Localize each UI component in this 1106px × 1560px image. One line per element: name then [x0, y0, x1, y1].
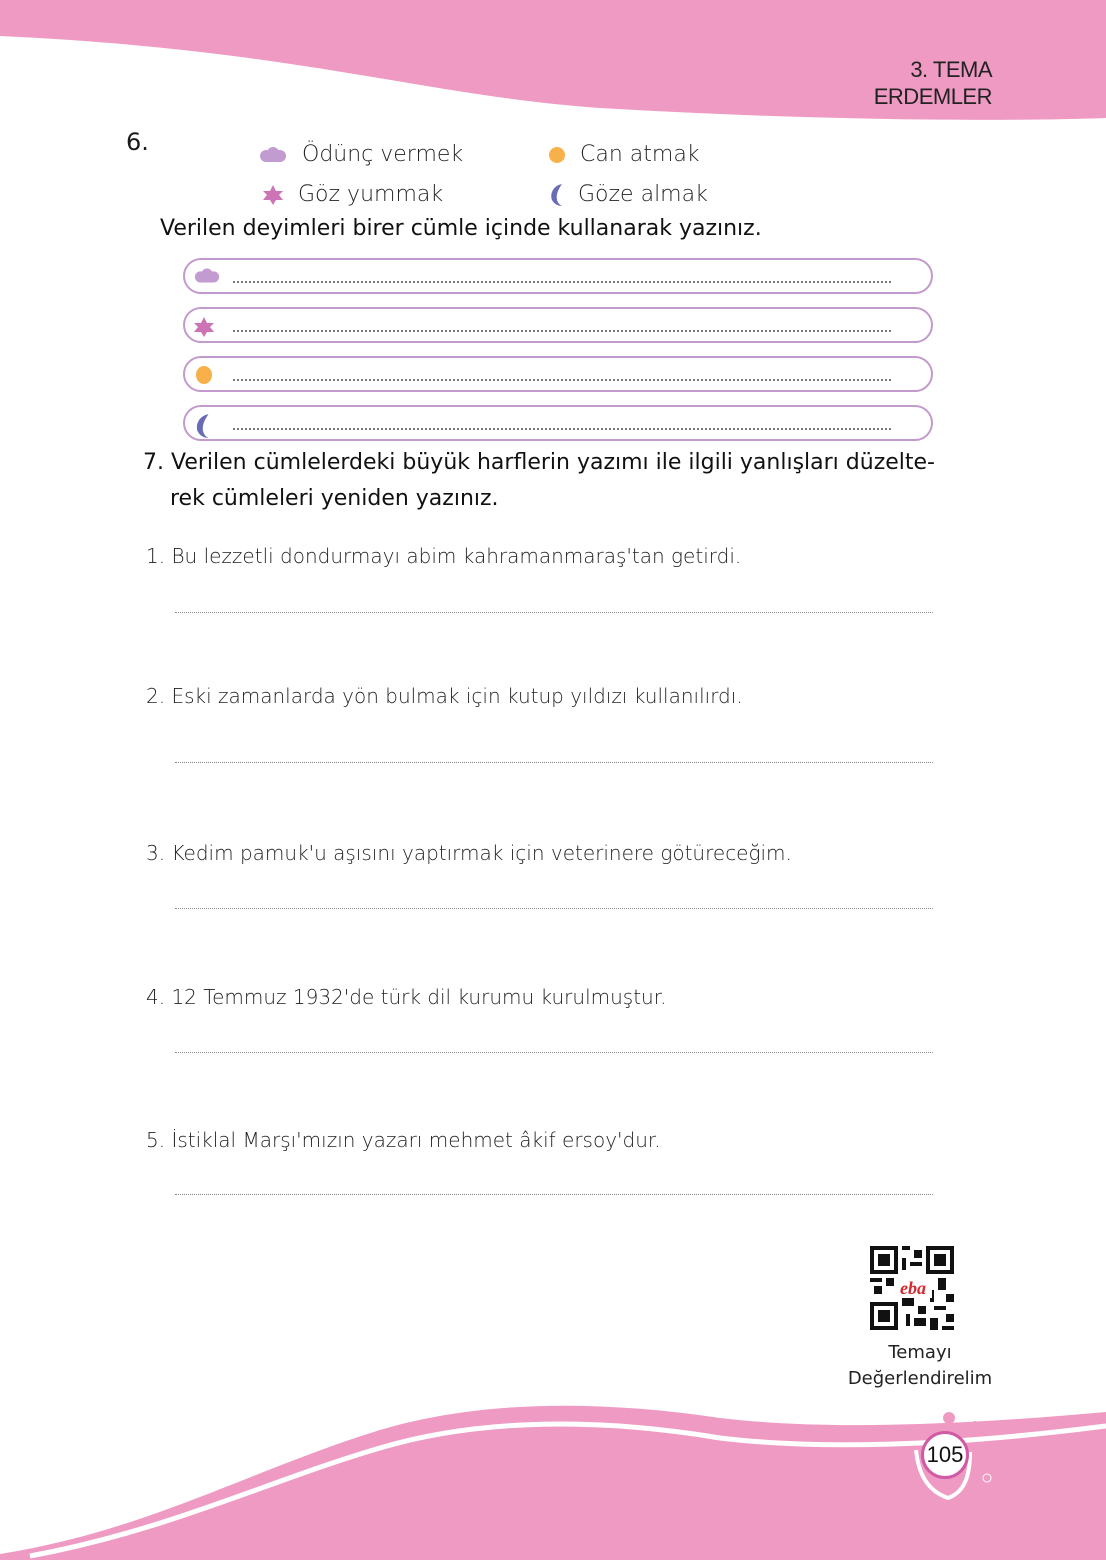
qr-caption: Temayı Değerlendirelim — [847, 1342, 993, 1389]
sentence-2: 2. Eski zamanlarda yön bulmak için kutup yıldızı kullanılırdı. — [146, 684, 743, 708]
answer-row-goz-yummak[interactable] — [183, 307, 933, 343]
question-7-instruction: 7. Verilen cümlelerdeki büyük harflerin yazımı ile ilgili yanlışları düzelte- — [143, 450, 935, 475]
answer-line-3[interactable] — [175, 908, 933, 909]
answer-line-2[interactable] — [175, 762, 933, 763]
answer-line-4[interactable] — [175, 1052, 933, 1053]
legend-item-can-atmak: Can atmak — [548, 142, 700, 167]
sentence-5: 5. İstiklal Marşı'mızın yazarı mehmet âkif ersoy'dur. — [146, 1128, 661, 1152]
answer-row-can-atmak[interactable] — [183, 356, 933, 392]
sun-icon — [548, 146, 566, 164]
theme-label — [874, 56, 992, 110]
answer-dotted-line[interactable] — [233, 428, 891, 430]
answer-line-5[interactable] — [175, 1194, 933, 1195]
question-7-instruction-line2: rek cümleleri yeniden yazınız. — [170, 486, 499, 511]
star-icon — [262, 184, 284, 206]
sentence-3: 3. Kedim pamuk'u aşısını yaptırmak için veterinere götüreceğim. — [146, 841, 792, 865]
star-icon — [193, 315, 215, 343]
answer-row-odunc-vermek[interactable] — [183, 258, 933, 294]
moon-icon — [548, 183, 564, 207]
legend-item-goze-almak: Göze almak — [548, 182, 708, 207]
theme-number: 3. TEMA — [910, 57, 992, 82]
answer-dotted-line[interactable] — [233, 330, 891, 332]
answer-dotted-line[interactable] — [233, 281, 891, 283]
theme-name: ERDEMLER — [873, 84, 992, 109]
moon-icon — [193, 413, 211, 443]
page-number: 105 — [921, 1431, 969, 1479]
qr-code[interactable] — [870, 1246, 954, 1330]
question-6-instruction: Verilen deyimleri birer cümle içinde kullanarak yazınız. — [160, 216, 762, 241]
legend-item-odunc-vermek: Ödünç vermek — [258, 142, 463, 167]
sentence-1: 1. Bu lezzetli dondurmayı abim kahramanmaraş'tan getirdi. — [146, 544, 742, 568]
sentence-4: 4. 12 Temmuz 1932'de türk dil kurumu kurulmuştur. — [146, 985, 667, 1009]
cloud-icon — [193, 266, 221, 290]
answer-dotted-line[interactable] — [233, 379, 891, 381]
cloud-icon — [258, 146, 288, 164]
question-6-number: 6. — [126, 128, 149, 156]
legend-item-goz-yummak: Göz yummak — [262, 182, 443, 207]
sun-icon — [193, 364, 215, 390]
answer-row-goze-almak[interactable] — [183, 405, 933, 441]
eba-logo: eba — [894, 1278, 932, 1298]
answer-line-1[interactable] — [175, 612, 933, 613]
question-7-number: 7. — [143, 450, 164, 475]
